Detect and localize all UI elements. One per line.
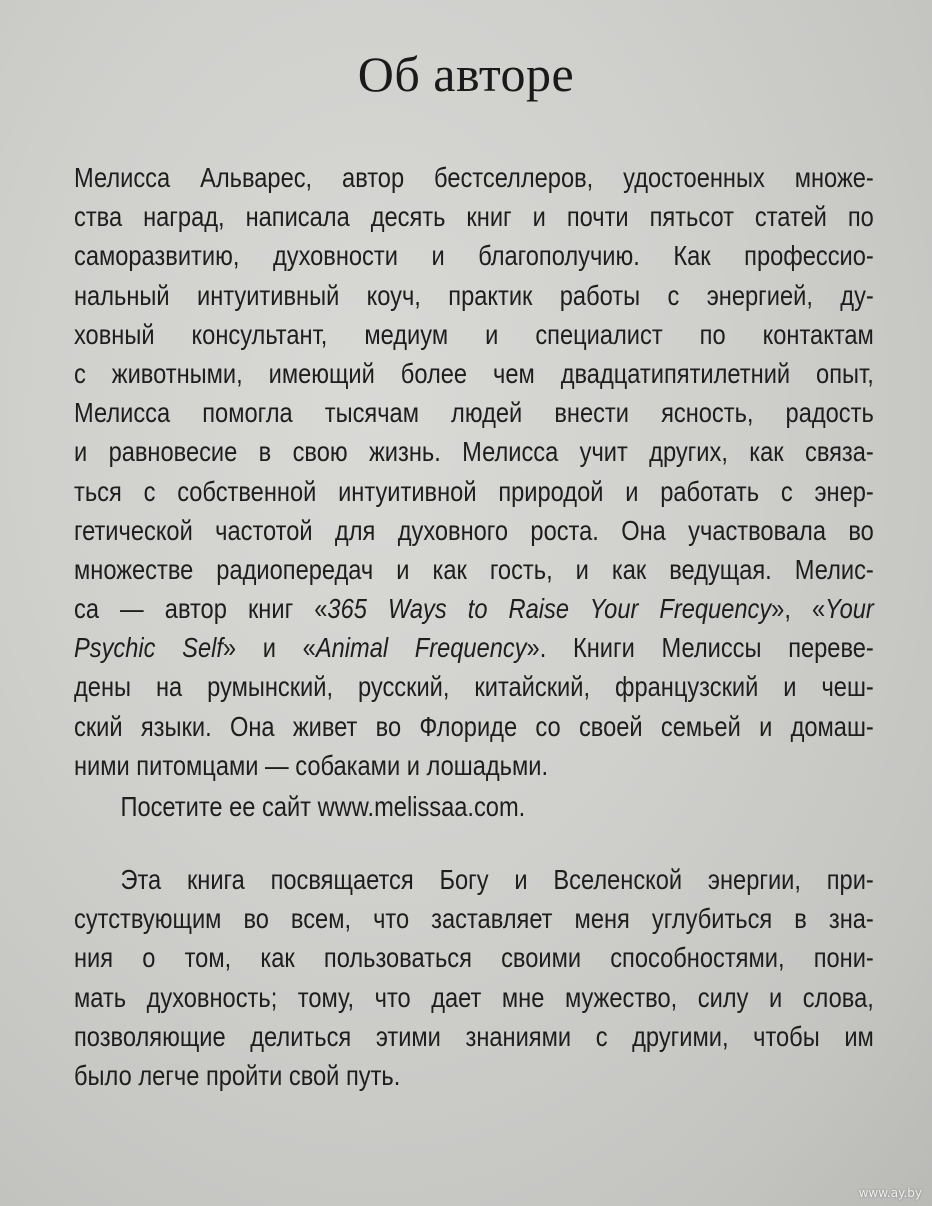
bio-line: нальный интуитивный коуч, практик работы с энергией, ду-: [74, 279, 874, 311]
bio-line: са — автор книг «365 Ways to Raise Your Frequency», «Your: [74, 593, 874, 625]
bio-line: саморазвитию, духовности и благополучию. Как профессио-: [74, 240, 874, 272]
dedication-line: позволяющие делиться этими знаниями с другими, чтобы им: [74, 1020, 874, 1052]
bio-line: ться с собственной интуитивной природой и работать с энер-: [74, 475, 874, 507]
bio-line: и равновесие в свою жизнь. Мелисса учит других, как связа-: [74, 436, 874, 468]
dedication-paragraph: [74, 860, 874, 1095]
dedication-line: мать духовность; тому, что дает мне мужество, силу и слова,: [74, 981, 874, 1013]
bio-line: Мелисса Альварес, автор бестселлеров, удостоенных множе-: [74, 162, 874, 193]
bio-line: ховный консультант, медиум и специалист по контактам: [74, 318, 874, 350]
author-bio: [74, 158, 874, 785]
bio-line: ства наград, написала десять книг и почти пятьсот статей по: [74, 201, 874, 233]
dedication-line: Эта книга посвящается Богу и Вселенской энергии, при-: [120, 864, 874, 895]
page-title: Об авторе: [357, 46, 575, 102]
bio-line: с животными, имеющий более чем двадцатипятилетний опыт,: [74, 357, 874, 389]
dedication-line: сутствующим во всем, что заставляет меня углубиться в зна-: [74, 903, 874, 935]
dedication-line: было легче пройти свой путь.: [74, 1059, 401, 1091]
website-paragraph: [74, 787, 874, 826]
watermark: www.ay.by: [858, 1186, 922, 1200]
bio-line: гетической частотой для духовного роста. Она участвовала во: [74, 514, 874, 546]
bio-line: Psychic Self» и «Animal Frequency». Книги Мелиссы переве-: [74, 632, 874, 664]
website-line: Посетите ее сайт www.melissaa.com.: [120, 791, 526, 822]
bio-line: множестве радиопередач и как гость, и как ведущая. Мелис-: [74, 553, 874, 585]
bio-line: дены на румынский, русский, китайский, французский и чеш-: [74, 671, 874, 703]
bio-line: Мелисса помогла тысячам людей внести ясность, радость: [74, 397, 874, 429]
bio-line: ними питомцами — собаками и лошадьми.: [74, 749, 549, 781]
dedication-line: ния о том, как пользоваться своими способностями, пони-: [74, 942, 874, 974]
bio-line: ский языки. Она живет во Флориде со своей семьей и домаш-: [74, 710, 874, 742]
